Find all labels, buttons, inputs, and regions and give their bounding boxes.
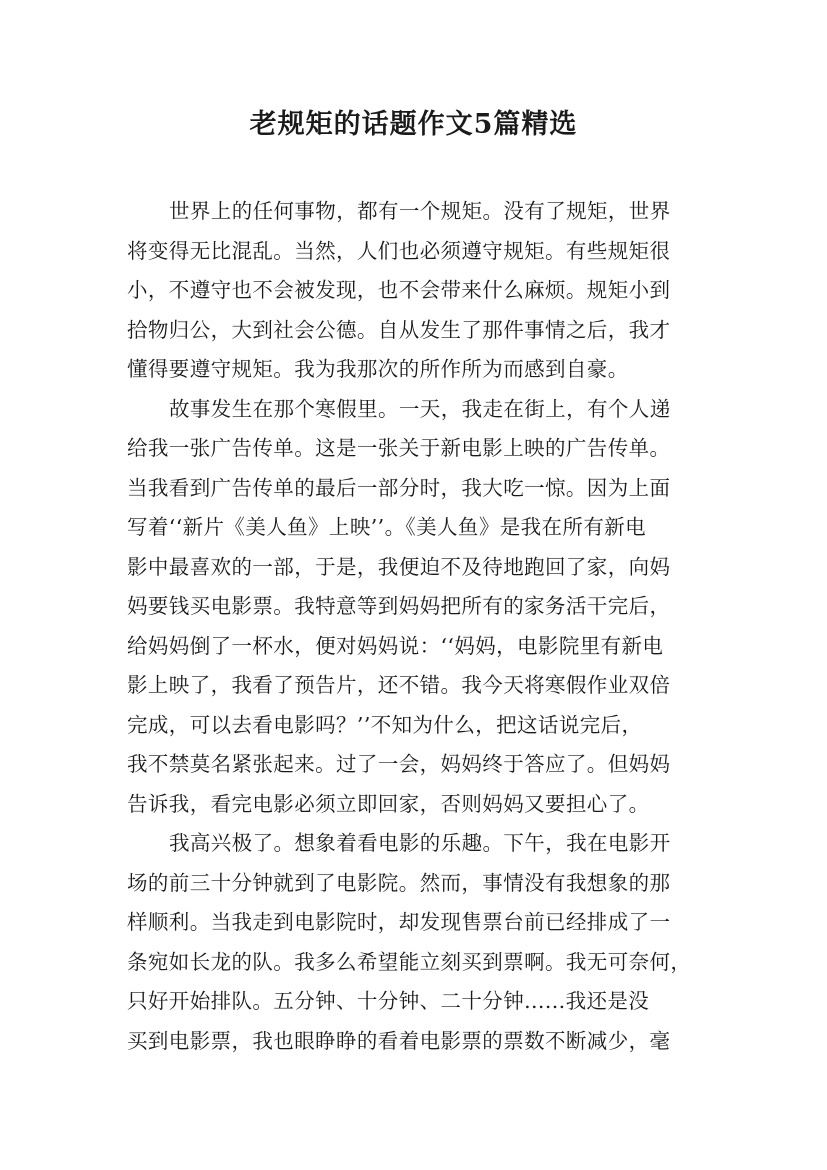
text-line: 条宛如长龙的队。我多么希望能立刻买到票啊。我无可奈何， — [127, 949, 692, 974]
text-line: 影中最喜欢的一部，于是，我便迫不及待地跑回了家，向妈 — [127, 554, 671, 579]
text-line: 妈要钱买电影票。我特意等到妈妈把所有的家务活干完后， — [127, 594, 671, 618]
text-line: 给妈妈倒了一杯水，便对妈妈说：‘‘妈妈，电影院里有新电 — [127, 633, 664, 658]
text-line: 买到电影票，我也眼睁睁的看着电影票的票数不断减少，毫 — [127, 1028, 671, 1053]
text-line: 故事发生在那个寒假里。一天，我走在街上，有个人递 — [169, 396, 671, 421]
text-line: 影上映了，我看了预告片，还不错。我今天将寒假作业双倍 — [127, 673, 671, 697]
text-line: 懂得要遵守规矩。我为我那次的所作所为而感到自豪。 — [127, 357, 629, 381]
text-line: 小，不遵守也不会被发现，也不会带来什么麻烦。规矩小到 — [127, 278, 671, 302]
text-line: 我不禁莫名紧张起来。过了一会，妈妈终于答应了。但妈妈 — [127, 752, 671, 776]
text-line: 场的前三十分钟就到了电影院。然而，事情没有我想象的那 — [127, 870, 671, 895]
document-body — [127, 192, 707, 1061]
text-line: 只好开始排队。五分钟、十分钟、二十分钟......我还是没 — [127, 989, 650, 1013]
document-title: 老规矩的话题作文5篇精选 — [249, 109, 578, 140]
text-line: 告诉我，看完电影必须立即回家，否则妈妈又要担心了。 — [127, 791, 650, 816]
text-line: 样顺利。当我走到电影院时，却发现售票台前已经排成了一 — [127, 910, 671, 934]
text-line: 将变得无比混乱。当然，人们也必须遵守规矩。有些规矩很 — [127, 238, 671, 263]
text-line: 拾物归公，大到社会公德。自从发生了那件事情之后，我才 — [127, 317, 671, 342]
text-line: 完成，可以去看电影吗？’’不知为什么，把这话说完后， — [127, 712, 643, 737]
text-line: 我高兴极了。想象着看电影的乐趣。下午，我在电影开 — [169, 831, 671, 855]
text-line: 世界上的任何事物，都有一个规矩。没有了规矩，世界 — [169, 199, 671, 223]
text-line: 当我看到广告传单的最后一部分时，我大吃一惊。因为上面 — [127, 475, 671, 500]
text-line: 写着‘‘新片《美人鱼》上映’’。《美人鱼》是我在所有新电 — [127, 515, 647, 539]
text-line: 给我一张广告传单。这是一张关于新电影上映的广告传单。 — [127, 436, 671, 460]
